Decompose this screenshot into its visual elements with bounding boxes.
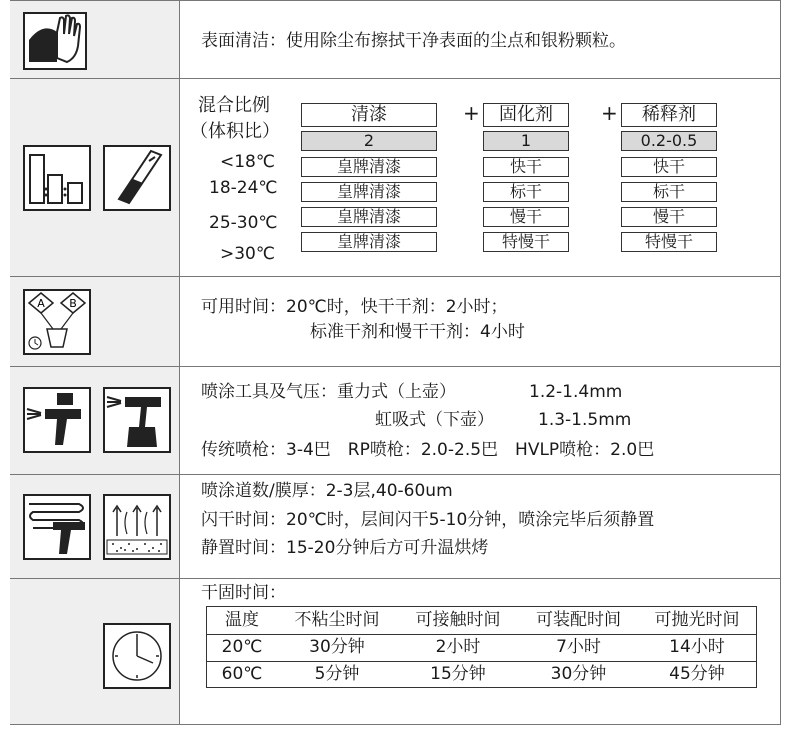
hand-wiping-icon bbox=[23, 12, 87, 70]
flash-off-icon bbox=[103, 494, 171, 560]
product-cell: 皇牌清漆 bbox=[301, 182, 437, 202]
product-cell: 皇牌清漆 bbox=[301, 232, 437, 252]
drying-cell: 14小时 bbox=[669, 637, 725, 657]
mixing-stick-icon bbox=[103, 145, 171, 211]
pot-life-ab-icon bbox=[23, 289, 91, 355]
spray-line1-label: 喷涂工具及气压：重力式（上壶） bbox=[201, 382, 456, 402]
row-coats bbox=[10, 474, 781, 578]
coats-line2: 闪干时间：20℃时，层间闪干5-10分钟，喷涂完毕后须静置 bbox=[201, 510, 655, 530]
row-icon-panel bbox=[10, 277, 180, 366]
ratio-thinner: 0.2-0.5 bbox=[621, 131, 717, 151]
drying-header-cell: 可抛光时间 bbox=[654, 610, 740, 630]
sheet-bottom-border bbox=[10, 724, 781, 725]
row-icon-panel bbox=[10, 79, 180, 276]
icon-letter-b: B bbox=[69, 297, 77, 310]
potlife-line2: 标准干剂和慢干干剂：4小时 bbox=[310, 322, 525, 342]
drying-cell: 45分钟 bbox=[669, 664, 725, 684]
row-icon-panel bbox=[10, 579, 180, 724]
header-clearcoat: 清漆 bbox=[301, 103, 437, 127]
ratio-hardener: 1 bbox=[483, 131, 569, 151]
spray-line2-value: 1.3-1.5mm bbox=[538, 410, 632, 430]
temp-label: <18℃ bbox=[220, 152, 275, 172]
drying-cell: 20℃ bbox=[221, 637, 263, 657]
drying-cell: 2小时 bbox=[435, 637, 481, 657]
product-cell: 特慢干 bbox=[483, 232, 569, 252]
spray-coats-icon bbox=[23, 494, 91, 560]
coats-line1: 喷涂道数/膜厚：2-3层,40-60um bbox=[201, 481, 453, 501]
drying-cell: 5分钟 bbox=[314, 664, 360, 684]
drying-cell: 30分钟 bbox=[550, 664, 607, 684]
potlife-line1: 可用时间：20℃时，快干干剂：2小时； bbox=[201, 297, 508, 317]
temp-label: 25-30℃ bbox=[209, 213, 278, 233]
row-drying bbox=[10, 578, 781, 724]
header-thinner: 稀释剂 bbox=[621, 103, 717, 127]
mixing-title-line2: （体积比） bbox=[190, 121, 280, 142]
cleaning-text: 表面清洁：使用除尘布擦拭干净表面的尘点和银粉颗粒。 bbox=[201, 31, 626, 51]
plus-sign: + bbox=[601, 101, 618, 125]
drying-header-cell: 可装配时间 bbox=[536, 610, 621, 630]
product-cell: 特慢干 bbox=[621, 232, 717, 252]
mixing-title-line1: 混合比例 bbox=[198, 95, 270, 116]
row-icon-panel bbox=[10, 1, 180, 78]
gravity-spray-gun-icon bbox=[23, 387, 91, 453]
product-cell: 皇牌清漆 bbox=[301, 207, 437, 227]
product-cell: 标干 bbox=[483, 182, 569, 202]
product-cell: 快干 bbox=[621, 157, 717, 177]
product-cell: 皇牌清漆 bbox=[301, 157, 437, 177]
product-cell: 快干 bbox=[483, 157, 569, 177]
measuring-container-icon bbox=[23, 145, 91, 211]
plus-sign: + bbox=[463, 101, 480, 125]
spray-line2-label: 虹吸式（下壶） bbox=[375, 410, 494, 430]
drying-header-cell: 不粘尘时间 bbox=[294, 610, 380, 630]
row-icon-panel bbox=[10, 367, 180, 474]
row-potlife bbox=[10, 276, 781, 366]
product-cell: 慢干 bbox=[621, 207, 717, 227]
drying-cell: 7小时 bbox=[556, 637, 601, 657]
siphon-spray-gun-icon bbox=[103, 387, 171, 453]
drying-table bbox=[206, 606, 757, 688]
row-mixing bbox=[10, 78, 781, 276]
drying-cell: 60℃ bbox=[221, 664, 263, 684]
header-hardener: 固化剂 bbox=[483, 103, 569, 127]
drying-cell: 15分钟 bbox=[430, 664, 486, 684]
temp-label: >30℃ bbox=[220, 244, 275, 264]
row-cleaning bbox=[10, 0, 781, 78]
spray-line1-value: 1.2-1.4mm bbox=[529, 382, 623, 402]
drying-header-cell: 温度 bbox=[225, 610, 259, 630]
drying-header-cell: 可接触时间 bbox=[415, 610, 501, 630]
row-icon-panel bbox=[10, 475, 180, 578]
temp-label: 18-24℃ bbox=[209, 178, 278, 198]
drying-title: 干固时间： bbox=[201, 583, 286, 603]
product-cell: 慢干 bbox=[483, 207, 569, 227]
clock-icon bbox=[103, 623, 171, 689]
spray-line3: 传统喷枪：3-4巴 RP喷枪：2.0-2.5巴 HVLP喷枪：2.0巴 bbox=[201, 440, 655, 460]
icon-letter-a: A bbox=[37, 297, 45, 310]
drying-cell: 30分钟 bbox=[309, 637, 365, 657]
row-spray bbox=[10, 366, 781, 474]
ratio-clearcoat: 2 bbox=[301, 131, 437, 151]
product-cell: 标干 bbox=[621, 182, 717, 202]
coats-line3: 静置时间：15-20分钟后方可升温烘烤 bbox=[201, 538, 489, 558]
